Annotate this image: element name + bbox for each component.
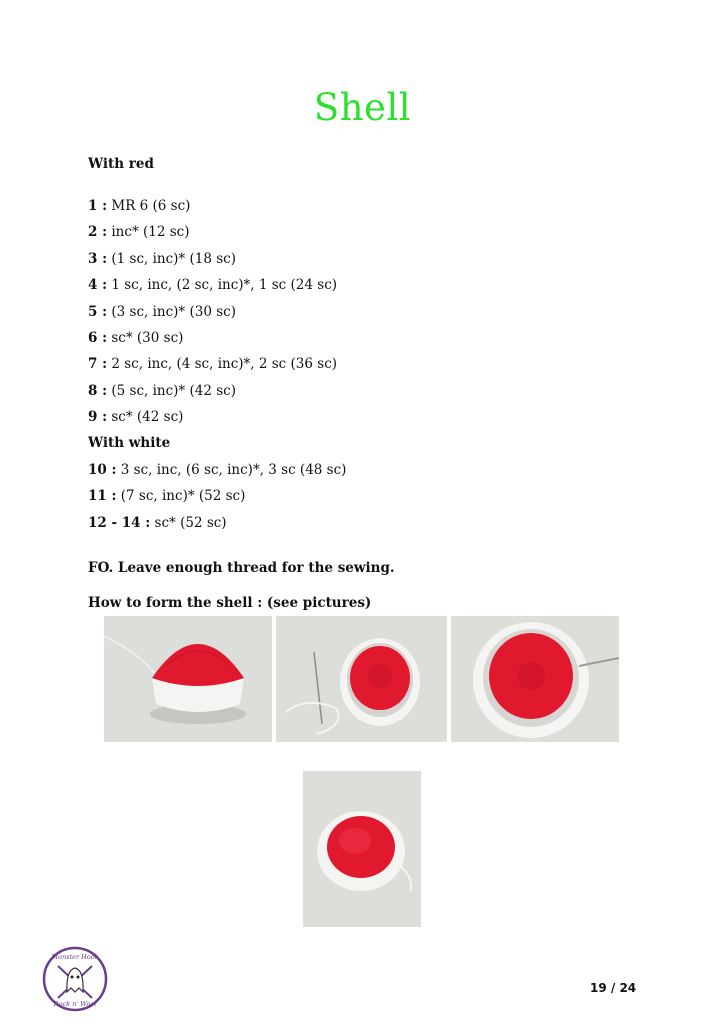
pattern-row bbox=[88, 224, 189, 240]
row-text: (5 sc, inc)* (42 sc) bbox=[107, 383, 236, 399]
row-text: sc* (42 sc) bbox=[107, 409, 184, 425]
row-number: 9 : bbox=[88, 409, 108, 425]
logo-top-text: Monster Hook bbox=[51, 953, 99, 961]
row-number: 10 : bbox=[88, 462, 117, 478]
row-text: (3 sc, inc)* (30 sc) bbox=[107, 304, 236, 320]
pattern-row bbox=[88, 515, 227, 531]
pattern-row bbox=[88, 383, 236, 399]
monster-hook-logo bbox=[42, 946, 108, 1012]
pattern-row bbox=[88, 462, 346, 478]
pattern-row bbox=[88, 304, 236, 320]
row-text: (7 sc, inc)* (52 sc) bbox=[116, 488, 246, 504]
page-title: Shell bbox=[313, 86, 412, 129]
how-to-heading: How to form the shell : (see pictures) bbox=[88, 595, 372, 611]
finish-off-note: FO. Leave enough thread for the sewing. bbox=[88, 560, 395, 576]
row-number: 11 : bbox=[88, 488, 117, 504]
pattern-row bbox=[88, 356, 337, 372]
row-number: 7 : bbox=[88, 356, 108, 372]
photo-shell-with-needle bbox=[276, 616, 447, 742]
row-text: inc* (12 sc) bbox=[107, 224, 190, 240]
section-heading-red: With red bbox=[88, 156, 154, 172]
pattern-row bbox=[88, 330, 183, 346]
row-number: 4 : bbox=[88, 277, 108, 293]
row-text: sc* (52 sc) bbox=[150, 515, 227, 531]
row-text: (1 sc, inc)* (18 sc) bbox=[107, 251, 236, 267]
row-text: sc* (30 sc) bbox=[107, 330, 184, 346]
row-number: 3 : bbox=[88, 251, 108, 267]
pattern-row bbox=[88, 409, 183, 425]
photo-shell-top-view bbox=[451, 616, 619, 742]
section-heading-white: With white bbox=[88, 435, 171, 451]
logo-bottom-text: Rock n' Wool bbox=[53, 1000, 97, 1008]
pattern-row bbox=[88, 198, 190, 214]
row-text: 1 sc, inc, (2 sc, inc)*, 1 sc (24 sc) bbox=[107, 277, 338, 293]
pattern-row bbox=[88, 251, 236, 267]
row-number: 1 : bbox=[88, 198, 108, 214]
row-text: 2 sc, inc, (4 sc, inc)*, 2 sc (36 sc) bbox=[107, 356, 338, 372]
row-number: 2 : bbox=[88, 224, 108, 240]
row-text: 3 sc, inc, (6 sc, inc)*, 3 sc (48 sc) bbox=[116, 462, 347, 478]
pattern-row bbox=[88, 277, 337, 293]
row-number: 6 : bbox=[88, 330, 108, 346]
page-number: 19 / 24 bbox=[590, 981, 637, 995]
photo-shell-finished bbox=[303, 771, 421, 927]
row-number: 8 : bbox=[88, 383, 108, 399]
photo-shell-side-view bbox=[104, 616, 272, 742]
row-number: 5 : bbox=[88, 304, 108, 320]
pattern-row bbox=[88, 488, 245, 504]
row-number: 12 - 14 : bbox=[88, 515, 151, 531]
row-text: MR 6 (6 sc) bbox=[107, 198, 191, 214]
